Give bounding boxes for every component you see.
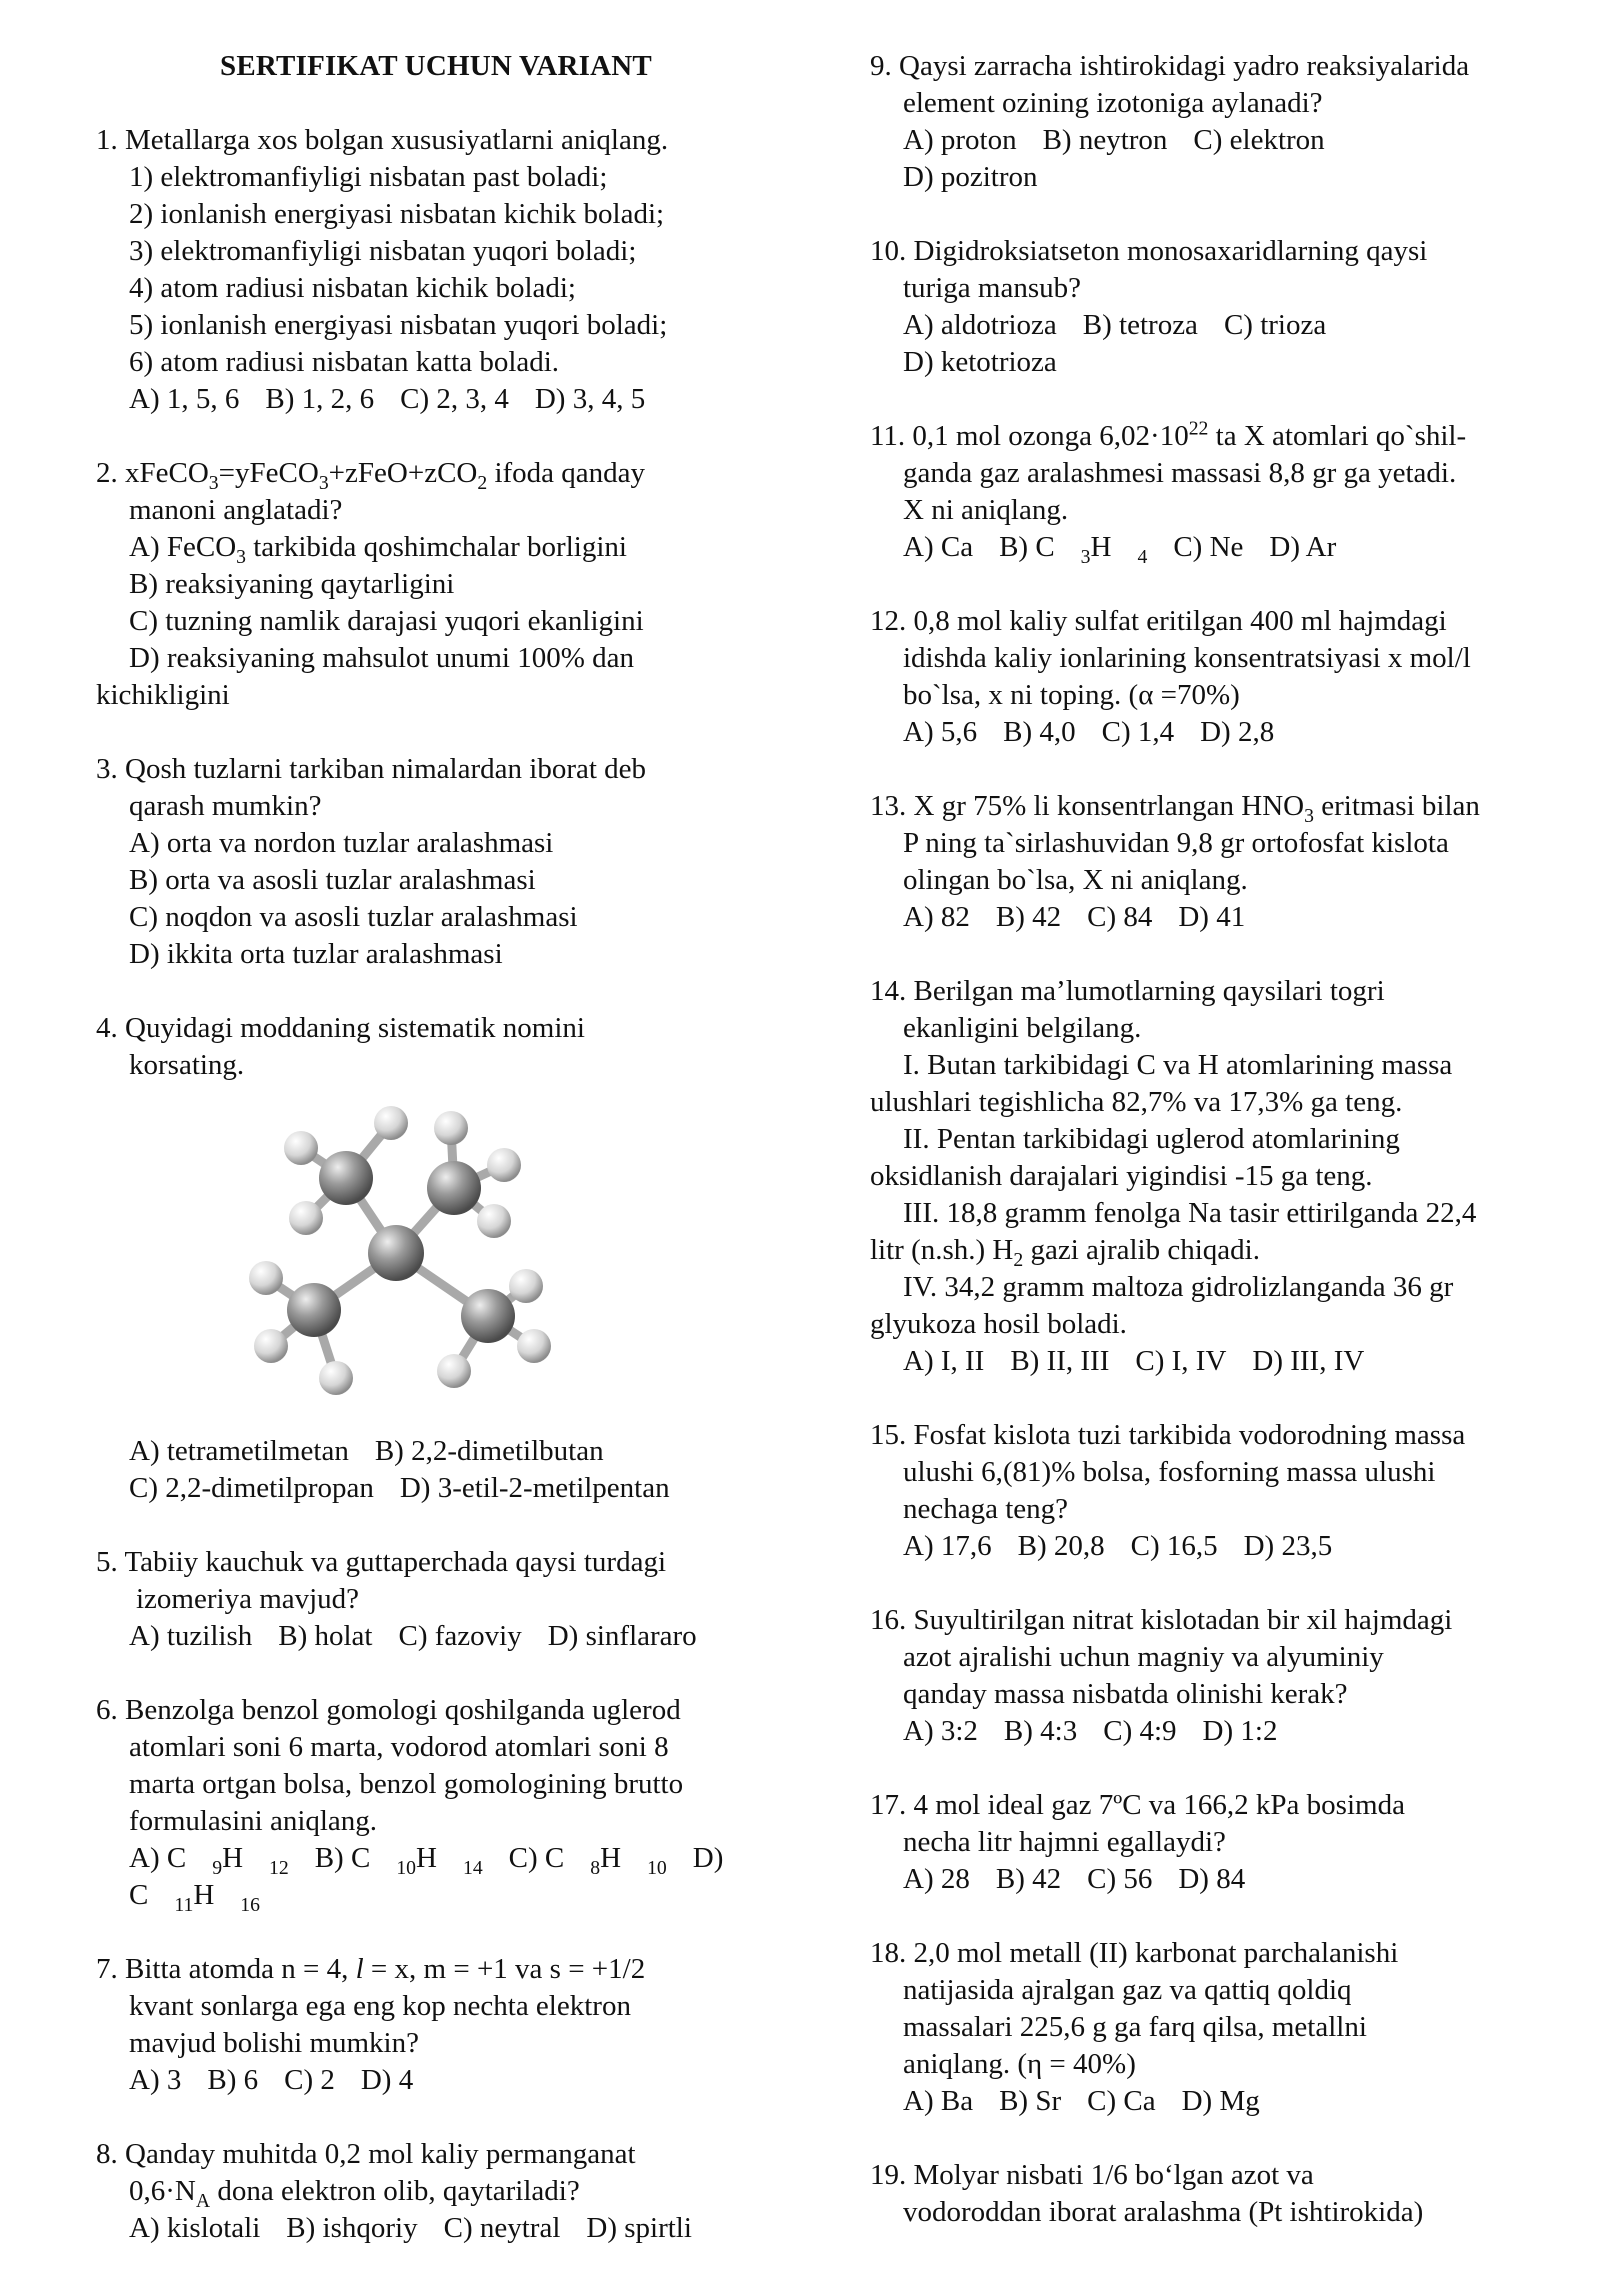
option-b: B) 1, 2, 6 bbox=[265, 383, 375, 415]
answer-options bbox=[870, 2083, 1560, 2120]
option-b: B) orta va asosli tuzlar aralashmasi bbox=[129, 864, 536, 896]
option-d: D) 84 bbox=[1178, 1863, 1246, 1895]
option-b: B) tetroza bbox=[1082, 309, 1198, 341]
option-c: C) fazoviy bbox=[398, 1620, 522, 1652]
statement-i: I. Butan tarkibidagi C va H atomlarining massa ulushlari tegishlicha 82,7% va 17,3% ga teng. bbox=[870, 1049, 1453, 1118]
question-3 bbox=[96, 751, 806, 973]
option-a: A) 1, 5, 6 bbox=[129, 383, 240, 415]
option-d: D) 41 bbox=[1178, 901, 1246, 933]
question-stem-cont: massalari 225,6 g ga farq qilsa, metallni bbox=[903, 2011, 1367, 2043]
question-stem-cont: kvant sonlarga ega eng kop nechta elektron bbox=[129, 1990, 631, 2022]
option-c: C) 4:9 bbox=[1103, 1715, 1177, 1747]
option-c: C) 1,4 bbox=[1101, 716, 1175, 748]
option-b: B) 6 bbox=[207, 2064, 259, 2096]
question-18 bbox=[870, 1935, 1560, 2120]
answer-options bbox=[96, 381, 806, 418]
question-stem: 14. Berilgan ma’lumotlarning qaysilari togri bbox=[870, 975, 1385, 1007]
question-2 bbox=[96, 455, 806, 714]
ball-and-stick-molecule bbox=[246, 1088, 626, 1428]
option-c: C) Ca bbox=[1087, 2085, 1156, 2117]
option-d: D) sinflararo bbox=[547, 1620, 697, 1652]
option-c: C) neytral bbox=[443, 2212, 561, 2244]
question-stem-cont: element ozining izotoniga aylanadi? bbox=[903, 87, 1323, 119]
option-b: B) 20,8 bbox=[1017, 1530, 1105, 1562]
question-stem-cont: turiga mansub? bbox=[903, 272, 1081, 304]
question-8 bbox=[96, 2136, 806, 2247]
question-stem-cont: qanday massa nisbatda olinishi kerak? bbox=[903, 1678, 1348, 1710]
question-stem-cont: ekanligini belgilang. bbox=[903, 1012, 1142, 1044]
answer-options bbox=[870, 1713, 1560, 1750]
option-c: C) Ne bbox=[1173, 531, 1244, 563]
question-stem-cont: idishda kaliy ionlarining konsentratsiyasi x mol/l bbox=[903, 642, 1471, 674]
question-stem-cont: qarash mumkin? bbox=[129, 790, 322, 822]
option-c: C) 2, 3, 4 bbox=[400, 383, 509, 415]
option-b: B) Sr bbox=[999, 2085, 1062, 2117]
option-d: D) Ar bbox=[1269, 531, 1337, 563]
question-stem-cont: natijasida ajralgan gaz va qattiq qoldiq bbox=[903, 1974, 1352, 2006]
option-b: B) 2,2-dimetilbutan bbox=[374, 1435, 604, 1467]
question-stem-cont: vodoroddan iborat aralashma (Pt ishtirokida) bbox=[903, 2196, 1424, 2228]
answer-options bbox=[870, 899, 1560, 936]
question-stem: 7. Bitta atomda n = 4, l = x, m = +1 va s = +1/2 bbox=[96, 1953, 646, 1985]
statement: 3) elektromanfiyligi nisbatan yuqori boladi; bbox=[129, 235, 637, 267]
question-6 bbox=[96, 1692, 806, 1914]
question-17 bbox=[870, 1787, 1560, 1898]
option-d: D) 3, 4, 5 bbox=[534, 383, 646, 415]
answer-options bbox=[96, 1433, 806, 1470]
option-a: A) 28 bbox=[903, 1863, 970, 1895]
statement: 6) atom radiusi nisbatan katta boladi. bbox=[129, 346, 560, 378]
option-b: B) neytron bbox=[1042, 124, 1168, 156]
option-b: B) 4:3 bbox=[1003, 1715, 1078, 1747]
question-stem-cont: aniqlang. (η = 40%) bbox=[903, 2048, 1136, 2080]
option-b: B) 42 bbox=[995, 901, 1062, 933]
option-a: A) FeCO$_3$ tarkibida qoshimchalar borligini bbox=[129, 531, 627, 568]
page-title: SERTIFIKAT UCHUN VARIANT bbox=[220, 50, 652, 82]
option-c: C) 56 bbox=[1087, 1863, 1153, 1895]
option-c: C) elektron bbox=[1193, 124, 1325, 156]
question-15 bbox=[870, 1417, 1560, 1565]
question-1 bbox=[96, 122, 806, 418]
right-column bbox=[870, 48, 1560, 2268]
question-stem-cont: ulushi 6,(81)% bolsa, fosforning massa ulushi bbox=[903, 1456, 1436, 1488]
question-stem: 9. Qaysi zarracha ishtirokidagi yadro reaksiyalarida bbox=[870, 50, 1470, 82]
question-stem: 13. X gr 75% li konsentrlangan $HNO_3$ eritmasi bilan bbox=[870, 790, 1480, 827]
option-a: A) C $_9$H $_{12}$ bbox=[129, 1842, 289, 1879]
question-9 bbox=[870, 48, 1560, 196]
question-stem-cont: azot ajralishi uchun magniy va alyuminiy bbox=[903, 1641, 1384, 1673]
question-stem-cont: P ning ta`sirlashuvidan 9,8 gr ortofosfat kislota bbox=[903, 827, 1449, 859]
option-a: A) orta va nordon tuzlar aralashmasi bbox=[129, 827, 554, 859]
option-c: C) I, IV bbox=[1135, 1345, 1227, 1377]
answer-options bbox=[870, 1861, 1560, 1898]
question-stem: 16. Suyultirilgan nitrat kislotadan bir xil hajmdagi bbox=[870, 1604, 1453, 1636]
question-stem: 1. Metallarga xos bolgan xususiyatlarni aniqlang. bbox=[96, 124, 669, 156]
question-stem: 3. Qosh tuzlarni tarkiban nimalardan iborat deb bbox=[96, 753, 647, 785]
question-stem-cont: bo`lsa, x ni toping. (α =70%) bbox=[903, 679, 1240, 711]
answer-options bbox=[96, 1840, 806, 1914]
question-stem-cont: $0,6\cdot N_A$ dona elektron olib, qaytariladi? bbox=[129, 2175, 580, 2212]
option-a: A) 5,6 bbox=[903, 716, 978, 748]
option-a: A) proton bbox=[903, 124, 1017, 156]
question-stem-cont: X ni aniqlang. bbox=[903, 494, 1069, 526]
option-a: A) aldotrioza bbox=[903, 309, 1057, 341]
molecule-model-image bbox=[96, 1088, 806, 1433]
option-b: B) ishqoriy bbox=[286, 2212, 418, 2244]
option-c: C) 2,2-dimetilpropan bbox=[129, 1472, 374, 1504]
question-stem-cont: marta ortgan bolsa, benzol gomologining brutto bbox=[129, 1768, 684, 1800]
option-d: D) ketotrioza bbox=[903, 346, 1057, 378]
question-stem-cont: formulasini aniqlang. bbox=[129, 1805, 378, 1837]
question-14 bbox=[870, 973, 1560, 1380]
question-stem: 8. Qanday muhitda 0,2 mol kaliy permanganat bbox=[96, 2138, 636, 2170]
option-b: B) C $_3$H $_4$ bbox=[999, 531, 1148, 568]
question-stem-cont: izomeriya mavjud? bbox=[136, 1583, 360, 1615]
question-19 bbox=[870, 2157, 1560, 2231]
answer-options bbox=[96, 2210, 806, 2247]
answer-options bbox=[870, 122, 1560, 159]
option-a: A) 3 bbox=[129, 2064, 182, 2096]
option-d: D) 4 bbox=[360, 2064, 414, 2096]
option-d: D) Mg bbox=[1181, 2085, 1260, 2117]
question-stem: 5. Tabiiy kauchuk va guttaperchada qaysi turdagi bbox=[96, 1546, 667, 1578]
statement-ii: II. Pentan tarkibidagi uglerod atomlarining oksidlanish darajalari yigindisi -15 ga teng. bbox=[870, 1123, 1400, 1192]
option-d: D) 2,8 bbox=[1200, 716, 1275, 748]
option-d: D) III, IV bbox=[1252, 1345, 1365, 1377]
answer-options bbox=[870, 1343, 1560, 1380]
question-stem: 15. Fosfat kislota tuzi tarkibida vodorodning massa bbox=[870, 1419, 1466, 1451]
question-12 bbox=[870, 603, 1560, 751]
question-stem-cont: nechaga teng? bbox=[903, 1493, 1069, 1525]
option-d: D) 1:2 bbox=[1202, 1715, 1278, 1747]
option-a: A) tetrametilmetan bbox=[129, 1435, 349, 1467]
question-7 bbox=[96, 1951, 806, 2099]
statement: 5) ionlanish energiyasi nisbatan yuqori boladi; bbox=[129, 309, 668, 341]
option-a: A) 17,6 bbox=[903, 1530, 992, 1562]
statement-iv: IV. 34,2 gramm maltoza gidrolizlanganda 36 gr glyukoza hosil boladi. bbox=[870, 1271, 1454, 1340]
option-b: B) 4,0 bbox=[1003, 716, 1076, 748]
question-5 bbox=[96, 1544, 806, 1655]
option-d: D) spirtli bbox=[586, 2212, 692, 2244]
answer-options bbox=[96, 1618, 806, 1655]
question-stem-cont: manoni anglatadi? bbox=[129, 494, 343, 526]
option-c: C) tuzning namlik darajasi yuqori ekanligini bbox=[129, 605, 644, 637]
question-11 bbox=[870, 418, 1560, 566]
question-stem: 4. Quyidagi moddaning sistematik nomini bbox=[96, 1012, 585, 1044]
option-d: D) ikkita orta tuzlar aralashmasi bbox=[129, 938, 503, 970]
option-b: B) reaksiyaning qaytarligini bbox=[129, 568, 455, 600]
option-c: C) 84 bbox=[1087, 901, 1153, 933]
question-stem-cont: korsating. bbox=[129, 1049, 245, 1081]
option-a: A) tuzilish bbox=[129, 1620, 253, 1652]
answer-options bbox=[96, 1470, 806, 1507]
option-d: D) C $_{11}$H $_{16}$ bbox=[129, 1842, 724, 1916]
option-b: B) 42 bbox=[995, 1863, 1062, 1895]
statement: 1) elektromanfiyligi nisbatan past boladi; bbox=[129, 161, 608, 193]
option-d: D) 3-etil-2-metilpentan bbox=[399, 1472, 670, 1504]
question-stem-cont: mavjud bolishi mumkin? bbox=[129, 2027, 419, 2059]
answer-options bbox=[96, 2062, 806, 2099]
option-c: C) trioza bbox=[1223, 309, 1327, 341]
question-stem-cont: atomlari soni 6 marta, vodorod atomlari soni 8 bbox=[129, 1731, 669, 1763]
statement-iii: III. 18,8 gramm fenolga Na tasir ettirilganda 22,4 litr (n.sh.) $H_2$ gazi ajralib chiqadi. bbox=[870, 1197, 1477, 1271]
option-d: D) pozitron bbox=[903, 161, 1038, 193]
question-stem: 17. 4 mol ideal gaz 7ºC va 166,2 kPa bosimda bbox=[870, 1789, 1405, 1821]
question-stem-cont: necha litr hajmni egallaydi? bbox=[903, 1826, 1226, 1858]
left-column bbox=[96, 48, 806, 2284]
option-b: B) C $_{10}$H $_{14}$ bbox=[314, 1842, 483, 1879]
question-stem: 11. 0,1 mol ozonga $6,02\cdot 10^{22}$ ta X atomlari qo`shil- bbox=[870, 417, 1467, 452]
question-13 bbox=[870, 788, 1560, 936]
option-c: C) noqdon va asosli tuzlar aralashmasi bbox=[129, 901, 578, 933]
question-16 bbox=[870, 1602, 1560, 1750]
question-10 bbox=[870, 233, 1560, 381]
answer-options bbox=[870, 1528, 1560, 1565]
question-stem: 18. 2,0 mol metall (II) karbonat parchalanishi bbox=[870, 1937, 1399, 1969]
option-a: A) 3:2 bbox=[903, 1715, 978, 1747]
question-stem: 19. Molyar nisbati 1/6 bo‘lgan azot va bbox=[870, 2159, 1314, 2191]
option-a: A) I, II bbox=[903, 1345, 985, 1377]
option-a: A) kislotali bbox=[129, 2212, 261, 2244]
option-d: D) 23,5 bbox=[1243, 1530, 1333, 1562]
question-stem: 12. 0,8 mol kaliy sulfat eritilgan 400 ml hajmdagi bbox=[870, 605, 1447, 637]
option-a: A) Ca bbox=[903, 531, 974, 563]
option-b: B) holat bbox=[278, 1620, 373, 1652]
question-stem: 6. Benzolga benzol gomologi qoshilganda uglerod bbox=[96, 1694, 681, 1726]
statement: 4) atom radiusi nisbatan kichik boladi; bbox=[129, 272, 576, 304]
option-d-cont: kichikligini bbox=[96, 679, 230, 711]
option-b: B) II, III bbox=[1010, 1345, 1110, 1377]
question-stem: 10. Digidroksiatseton monosaxaridlarning qaysi bbox=[870, 235, 1428, 267]
option-c: C) 16,5 bbox=[1130, 1530, 1218, 1562]
statement: 2) ionlanish energiyasi nisbatan kichik boladi; bbox=[129, 198, 665, 230]
option-a: A) Ba bbox=[903, 2085, 974, 2117]
option-c: C) 2 bbox=[284, 2064, 335, 2096]
answer-options bbox=[870, 714, 1560, 751]
question-stem: 2. xFeCO$_3$=yFeCO$_3$+zFeO+zCO$_2$ ifoda qanday bbox=[96, 457, 646, 494]
answer-options bbox=[870, 529, 1560, 566]
option-d: D) reaksiyaning mahsulot unumi 100% dan bbox=[129, 642, 634, 674]
answer-options bbox=[870, 307, 1560, 344]
question-stem-cont: ganda gaz aralashmesi massasi 8,8 gr ga yetadi. bbox=[903, 457, 1457, 489]
option-c: C) C $_8$H $_{10}$ bbox=[508, 1842, 667, 1879]
question-4 bbox=[96, 1010, 806, 1507]
option-a: A) 82 bbox=[903, 901, 970, 933]
question-stem-cont: olingan bo`lsa, X ni aniqlang. bbox=[903, 864, 1248, 896]
